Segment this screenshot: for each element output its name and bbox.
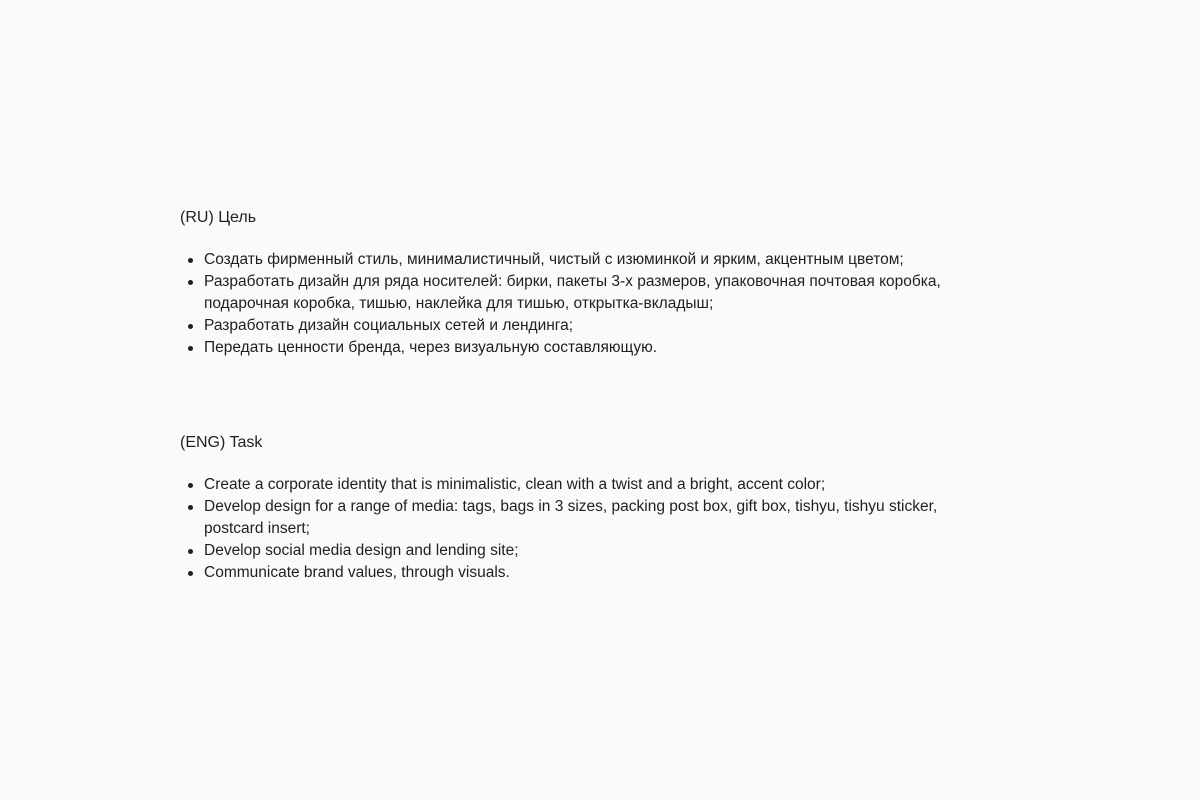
list-item: [180, 337, 980, 359]
task-list: [180, 474, 980, 584]
bullet-icon: [188, 346, 193, 351]
list-item-text: Передать ценности бренда, через визуальную составляющую.: [204, 339, 658, 356]
list-item-text: Создать фирменный стиль, минималистичный, чистый с изюминкой и ярким, акцентным цветом;: [204, 251, 904, 268]
list-item: [180, 315, 980, 337]
list-item: [180, 271, 980, 315]
bullet-icon: [188, 505, 193, 510]
bullet-icon: [188, 280, 193, 285]
goal-list: [180, 249, 980, 359]
bullet-icon: [188, 483, 193, 488]
bullet-icon: [188, 571, 193, 576]
section-eng-task: [180, 432, 980, 584]
list-item: [180, 474, 980, 496]
list-item-text: Разработать дизайн социальных сетей и лендинга;: [204, 317, 574, 334]
bullet-icon: [188, 549, 193, 554]
list-item-text: Разработать дизайн для ряда носителей: бирки, пакеты 3-х размеров, упаковочная почтовая коробка, подарочная коробка, тишью, наклейка для тишью, открытка-вкладыш;: [204, 273, 941, 312]
list-item-text: Develop design for a range of media: tags, bags in 3 sizes, packing post box, gift box, tishyu, tishyu sticker, postcard insert;: [204, 498, 938, 537]
list-item: [180, 249, 980, 271]
bullet-icon: [188, 324, 193, 329]
list-item-text: Develop social media design and lending site;: [204, 542, 519, 559]
section-ru-goal: [180, 207, 980, 359]
section-heading: (ENG) Task: [180, 434, 263, 451]
list-item-text: Create a corporate identity that is minimalistic, clean with a twist and a bright, accent color;: [204, 476, 826, 493]
bullet-icon: [188, 258, 193, 263]
list-item: [180, 540, 980, 562]
section-heading: (RU) Цель: [180, 209, 257, 226]
list-item: [180, 496, 980, 540]
list-item-text: Communicate brand values, through visuals.: [204, 564, 510, 581]
list-item: [180, 562, 980, 584]
